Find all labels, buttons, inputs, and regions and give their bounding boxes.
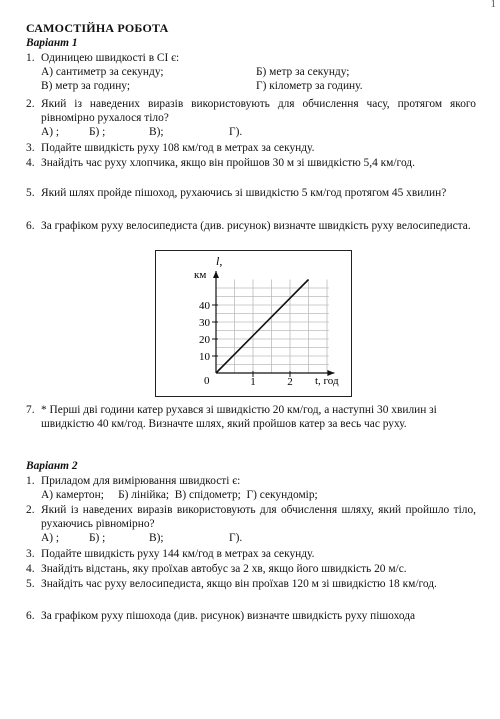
origin-label: 0 [204, 375, 210, 387]
answer-option: А) ; [41, 532, 60, 545]
answer-option: А) сантиметр за секунду; [41, 66, 164, 79]
question-number: 4. [26, 157, 35, 169]
question-text: Який із наведених виразів використовують для обчислення шляху, який пройшло тіло, рухаючись рівномірно? [41, 504, 476, 531]
v1-question-1 [26, 51, 476, 94]
question-text: Знайдіть відстань, яку проїхав автобус за 2 хв, якщо його швидкість 20 м/с. [41, 563, 407, 575]
question-number: 3. [26, 142, 35, 154]
question-number: 6. [26, 220, 35, 232]
v2-question-2 [26, 503, 476, 546]
answer-option: Б) ; [89, 126, 106, 139]
question-text: Знайдіть час руху велосипедиста, якщо він проїхав 120 м зі швидкістю 18 км/год. [41, 578, 437, 590]
y-axis-label: l, [216, 254, 223, 268]
v1-question-6 [26, 219, 476, 233]
x-tick-label: 1 [250, 376, 256, 388]
question-number: 5. [26, 187, 35, 199]
question-text: * Перші дві години катер рухався зі швидкістю 20 км/год, а наступні 30 хвилин зі швидкістю 40 км/год. Визначте шлях, який пройшов катер за весь час руху. [41, 404, 437, 431]
answer-option: Г). [229, 126, 243, 139]
v1-question-3 [26, 141, 476, 155]
answer-option: В) метр за годину; [41, 80, 131, 93]
y-tick-label: 20 [199, 334, 210, 346]
v1-question-5 [26, 186, 476, 200]
question-text: Одиницею швидкості в СІ є: [41, 52, 180, 64]
x-tick-label: 2 [287, 376, 293, 388]
question-number: 5. [26, 578, 35, 590]
answer-option: Г). [229, 532, 243, 545]
question-number: 1. [26, 52, 35, 64]
v2-question-6 [26, 609, 476, 623]
axes-layer [212, 271, 334, 377]
graph-svg [156, 251, 351, 396]
y-axis-arrow [213, 271, 219, 278]
question-text: Знайдіть час руху хлопчика, якщо він пройшов 30 м зі швидкістю 5,4 км/год. [41, 157, 415, 169]
y-tick-label: 10 [199, 351, 210, 363]
answer-options: А) камертон; Б) лінійка; В) спідометр; Г) секундомір; [41, 489, 318, 502]
x-axis-label: t, год [315, 375, 339, 387]
v2-question-5 [26, 577, 476, 591]
answer-option: Б) метр за секунду; [256, 66, 350, 79]
question-number: 6. [26, 610, 35, 622]
v2-question-4 [26, 562, 476, 576]
question-text: За графіком руху пішохода (див. рисунок) визначте швидкість руху пішохода [41, 610, 416, 622]
question-number: 2. [26, 98, 35, 110]
question-text: За графіком руху велосипедиста (див. рисунок) визначте швидкість руху велосипедиста. [41, 220, 471, 232]
question-text: Який із наведених виразів використовують для обчислення часу, протягом якого рівномірно рухалося тіло? [41, 98, 476, 125]
answer-option: А) ; [41, 126, 60, 139]
grid-layer [216, 280, 329, 374]
v1-question-4 [26, 156, 476, 170]
v1-question-7 [26, 403, 476, 431]
question-number: 2. [26, 504, 35, 516]
answer-option: В); [149, 126, 164, 139]
question-text: Приладом для вимірювання швидкості є: [41, 475, 241, 487]
answer-option: Г) кілометр за годину. [256, 80, 363, 93]
question-text: Подайте швидкість руху 108 км/год в метрах за секунду. [41, 142, 315, 154]
answer-option: В); [149, 532, 164, 545]
distance-time-graph [155, 250, 352, 397]
v2-question-3 [26, 547, 476, 561]
v2-question-1 [26, 474, 476, 502]
variant-1-heading: Варіант 1 [26, 37, 78, 49]
answer-option: Б) ; [89, 532, 106, 545]
y-axis-unit: км [194, 269, 207, 281]
page-number: 1 [490, 0, 496, 10]
series-layer [216, 280, 309, 374]
question-number: 7. [26, 404, 35, 416]
motion-line [216, 280, 309, 374]
y-tick-label: 40 [199, 300, 210, 312]
question-text: Подайте швидкість руху 144 км/год в метрах за секунду. [41, 548, 315, 560]
question-number: 4. [26, 563, 35, 575]
question-number: 3. [26, 548, 35, 560]
y-tick-label: 30 [199, 317, 210, 329]
page-title: САМОСТІЙНА РОБОТА [26, 21, 169, 35]
v1-question-2 [26, 97, 476, 140]
variant-2-heading: Варіант 2 [26, 460, 78, 472]
question-number: 1. [26, 475, 35, 487]
question-text: Який шлях пройде пішоход, рухаючись зі швидкістю 5 км/год протягом 45 хвилин? [41, 187, 447, 199]
